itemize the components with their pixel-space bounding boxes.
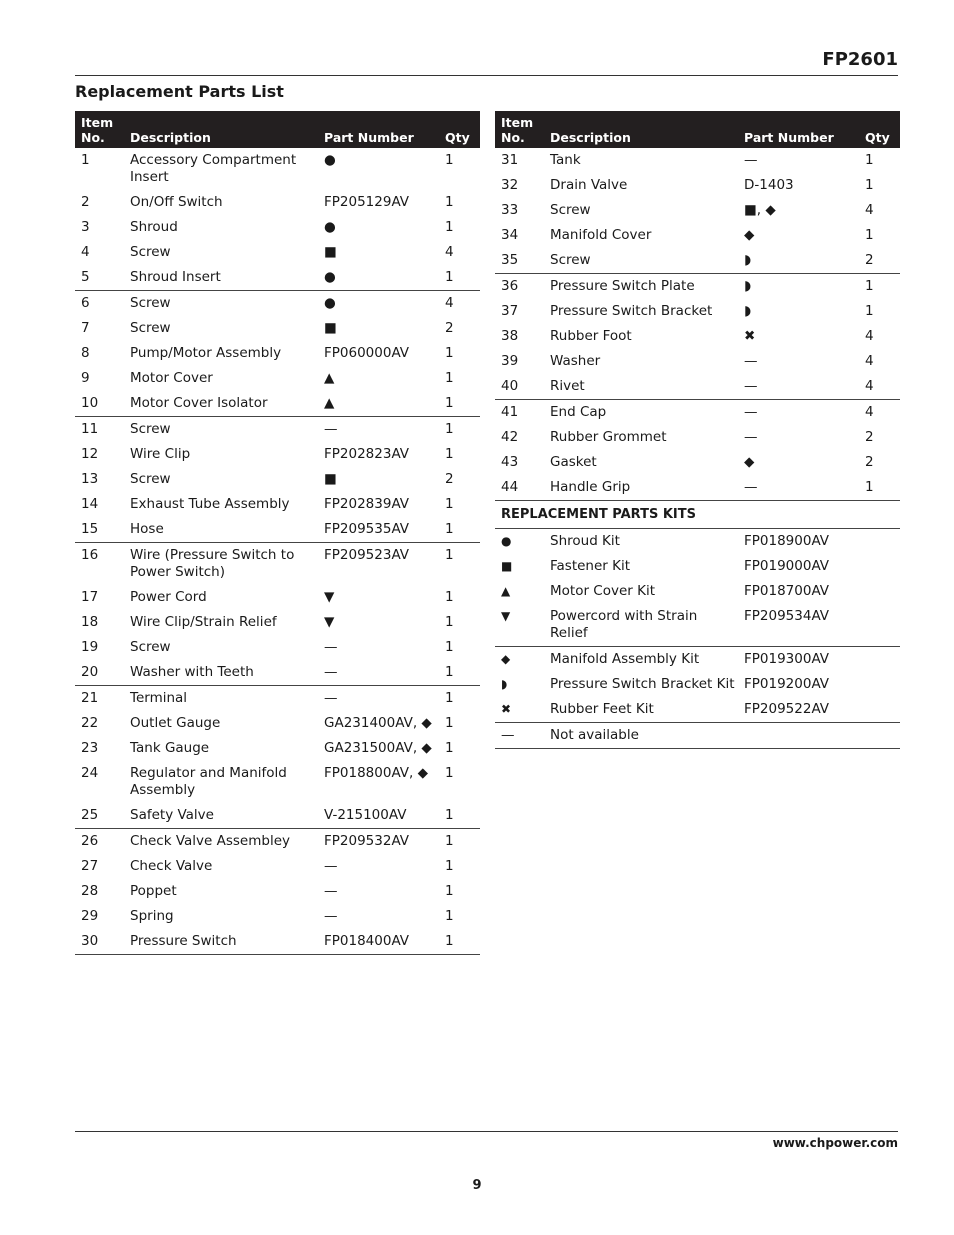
item-number: 4: [81, 244, 90, 260]
table-row: [75, 585, 480, 610]
item-description: Screw: [130, 639, 171, 655]
item-number: 33: [501, 202, 519, 218]
item-number: 12: [81, 446, 99, 462]
header-description: Description: [124, 111, 318, 148]
table-row: [495, 349, 900, 374]
part-number: —: [324, 858, 338, 874]
kit-part-number: FP018700AV: [744, 583, 830, 599]
kit-part-number: FP019200AV: [744, 676, 830, 692]
kit-row: [495, 647, 900, 673]
item-quantity: 1: [445, 614, 454, 630]
part-number: —: [738, 400, 859, 426]
table-row: [75, 492, 480, 517]
kit-quantity: [859, 579, 900, 604]
item-description: Terminal: [124, 686, 318, 712]
item-quantity: 1: [865, 303, 874, 319]
item-quantity: 2: [445, 320, 454, 336]
item-quantity: 4: [865, 328, 874, 344]
header-item-no: Item No.: [495, 111, 544, 148]
kit-quantity: [859, 554, 900, 579]
kits-title: REPLACEMENT PARTS KITS: [495, 501, 900, 529]
part-number: —: [744, 152, 758, 168]
parts-table-left: [75, 111, 480, 955]
item-number: 40: [501, 378, 519, 394]
part-number: ▲: [324, 395, 335, 411]
item-number: 31: [501, 152, 519, 168]
item-number: 22: [81, 715, 99, 731]
table-row: [495, 248, 900, 274]
item-number: 42: [501, 429, 519, 445]
part-number: FP209523AV: [318, 543, 439, 586]
table-row: [495, 324, 900, 349]
website-url: www.chpower.com: [772, 1136, 898, 1150]
table-row: [495, 299, 900, 324]
top-divider: [75, 75, 898, 76]
item-description: Pressure Switch: [124, 929, 318, 955]
part-number: FP209532AV: [318, 829, 439, 855]
item-description: Screw: [130, 244, 171, 260]
part-number: —: [324, 883, 338, 899]
kit-description: Powercord with Strain Relief: [550, 608, 698, 641]
parts-table-right: [495, 111, 900, 749]
item-quantity: 1: [445, 740, 454, 756]
item-number: 15: [81, 521, 99, 537]
item-number: 21: [75, 686, 124, 712]
table-row: [495, 374, 900, 400]
table-row: [75, 148, 480, 190]
dash-icon: —: [495, 723, 544, 749]
table-row: [75, 711, 480, 736]
table-row: [75, 341, 480, 366]
item-quantity: 1: [445, 858, 454, 874]
item-number: 13: [81, 471, 99, 487]
item-quantity: 1: [445, 345, 454, 361]
item-number: 29: [81, 908, 99, 924]
item-quantity: 1: [859, 274, 900, 300]
item-number: 38: [501, 328, 519, 344]
item-number: 2: [81, 194, 90, 210]
page-number: 9: [472, 1178, 482, 1193]
kit-symbol-icon: ✖: [501, 702, 512, 716]
item-quantity: 1: [445, 269, 454, 285]
part-number: ●: [318, 291, 439, 317]
part-number: V-215100AV: [324, 807, 407, 823]
item-number: 27: [81, 858, 99, 874]
kit-description: Fastener Kit: [550, 558, 631, 574]
item-quantity: 2: [865, 429, 874, 445]
table-row: [75, 929, 480, 955]
kit-row: [495, 554, 900, 579]
kit-symbol-icon: ◆: [495, 647, 544, 673]
part-number: ◆: [744, 227, 755, 243]
part-number: —: [744, 378, 758, 394]
item-description: Tank: [550, 152, 581, 168]
kit-symbol-icon: ●: [501, 534, 512, 548]
item-quantity: 1: [439, 686, 480, 712]
kit-description: Pressure Switch Bracket Kit: [550, 676, 735, 692]
part-number: FP060000AV: [324, 345, 410, 361]
kit-quantity: [859, 672, 900, 697]
item-quantity: 1: [445, 908, 454, 924]
item-number: 41: [495, 400, 544, 426]
item-quantity: 4: [865, 353, 874, 369]
part-number: —: [324, 664, 338, 680]
item-quantity: 1: [445, 395, 454, 411]
item-number: 9: [81, 370, 90, 386]
item-description: Pressure Switch Bracket: [550, 303, 713, 319]
table-row: [75, 543, 480, 586]
item-number: 20: [81, 664, 99, 680]
item-description: Shroud Insert: [130, 269, 221, 285]
table-row: [495, 425, 900, 450]
part-number: GA231500AV, ◆: [324, 740, 432, 756]
item-number: 1: [81, 152, 90, 168]
item-description: Check Valve Assembley: [124, 829, 318, 855]
part-number: ●: [324, 269, 336, 285]
item-number: 32: [501, 177, 519, 193]
table-row: [75, 316, 480, 341]
table-row: [75, 240, 480, 265]
table-row: [495, 400, 900, 426]
item-quantity: 1: [445, 883, 454, 899]
part-number: —: [324, 908, 338, 924]
item-quantity: 4: [439, 291, 480, 317]
item-description: Spring: [130, 908, 174, 924]
kit-quantity: [859, 604, 900, 647]
table-row: [495, 173, 900, 198]
item-number: 43: [501, 454, 519, 470]
bottom-divider: [75, 1131, 898, 1132]
item-description: Check Valve: [130, 858, 213, 874]
kit-row: [495, 529, 900, 555]
part-number: —: [744, 429, 758, 445]
item-quantity: 1: [445, 194, 454, 210]
kit-description: Shroud Kit: [550, 533, 620, 549]
item-quantity: 1: [445, 765, 454, 781]
item-description: Handle Grip: [550, 479, 631, 495]
item-description: Screw: [550, 252, 591, 268]
page-title: Replacement Parts List: [75, 82, 284, 101]
kit-symbol-icon: ▼: [501, 609, 511, 623]
part-number: —: [318, 417, 439, 443]
part-number: FP018400AV: [318, 929, 439, 955]
table-row: [75, 610, 480, 635]
not-available-label: Not available: [544, 723, 900, 749]
item-quantity: 1: [865, 479, 874, 495]
table-row: [75, 265, 480, 291]
kit-symbol-icon: ■: [501, 559, 513, 573]
part-number: ■: [324, 320, 337, 336]
item-quantity: 1: [865, 227, 874, 243]
table-row: [495, 148, 900, 173]
kit-quantity: [859, 697, 900, 723]
table-row: [75, 660, 480, 686]
part-number: —: [744, 353, 758, 369]
table-row: [75, 215, 480, 240]
item-description: On/Off Switch: [130, 194, 223, 210]
part-number: ▼: [324, 589, 335, 605]
table-row: [75, 736, 480, 761]
part-number: FP018800AV, ◆: [324, 765, 429, 781]
part-number: —: [744, 479, 758, 495]
item-quantity: 1: [439, 417, 480, 443]
kit-symbol-icon: ▲: [501, 584, 511, 598]
item-number: 7: [81, 320, 90, 336]
item-quantity: 4: [865, 378, 874, 394]
item-number: 11: [75, 417, 124, 443]
part-number: ●: [324, 152, 336, 168]
part-number: ▼: [324, 614, 335, 630]
part-number: FP202823AV: [324, 446, 410, 462]
item-description: Screw: [550, 202, 591, 218]
item-description: Poppet: [130, 883, 177, 899]
item-description: Drain Valve: [550, 177, 628, 193]
item-quantity: 1: [865, 177, 874, 193]
kit-part-number: FP209534AV: [744, 608, 830, 624]
table-row: [495, 274, 900, 300]
part-number: FP209535AV: [324, 521, 410, 537]
table-header-row: [75, 111, 480, 148]
table-row: [75, 829, 480, 855]
part-number: FP202839AV: [324, 496, 410, 512]
item-number: 23: [81, 740, 99, 756]
item-description: Screw: [124, 291, 318, 317]
table-row: [75, 190, 480, 215]
item-description: Regulator and Manifold Assembly: [130, 765, 287, 798]
item-quantity: 1: [865, 152, 874, 168]
header-item-no: Item No.: [75, 111, 124, 148]
item-quantity: 1: [445, 664, 454, 680]
item-quantity: 1: [445, 446, 454, 462]
header-description: Description: [544, 111, 738, 148]
item-number: 35: [501, 252, 519, 268]
item-number: 5: [81, 269, 90, 285]
legend-not-available-row: [495, 723, 900, 749]
part-number: ■, ◆: [744, 202, 776, 218]
kit-row: [495, 672, 900, 697]
item-number: 3: [81, 219, 90, 235]
part-number: D-1403: [744, 177, 794, 193]
item-quantity: 1: [439, 829, 480, 855]
item-description: Tank Gauge: [130, 740, 210, 756]
item-quantity: 1: [445, 521, 454, 537]
item-number: 10: [81, 395, 99, 411]
kit-part-number: FP019000AV: [744, 558, 830, 574]
part-number: —: [318, 686, 439, 712]
item-description: Screw: [130, 320, 171, 336]
item-quantity: 1: [439, 929, 480, 955]
item-quantity: 1: [445, 370, 454, 386]
item-quantity: 1: [445, 496, 454, 512]
item-number: 30: [75, 929, 124, 955]
item-description: Wire Clip/Strain Relief: [130, 614, 277, 630]
item-number: 14: [81, 496, 99, 512]
item-description: Safety Valve: [130, 807, 214, 823]
table-row: [75, 442, 480, 467]
table-row: [75, 904, 480, 929]
kit-description: Manifold Assembly Kit: [544, 647, 738, 673]
item-quantity: 1: [439, 543, 480, 586]
item-quantity: 1: [445, 589, 454, 605]
part-number: ✖: [744, 328, 756, 344]
item-description: Shroud: [130, 219, 178, 235]
item-description: Manifold Cover: [550, 227, 652, 243]
part-number: ◗: [738, 274, 859, 300]
item-quantity: 1: [445, 152, 454, 168]
item-number: 18: [81, 614, 99, 630]
item-description: Screw: [130, 471, 171, 487]
part-number: ◗: [744, 303, 752, 319]
item-quantity: 1: [445, 639, 454, 655]
table-row: [75, 391, 480, 417]
item-description: Accessory Compartment Insert: [130, 152, 297, 185]
part-number: ■: [324, 244, 337, 260]
kits-section-header: [495, 501, 900, 529]
item-quantity: 2: [865, 252, 874, 268]
item-description: Gasket: [550, 454, 597, 470]
table-row: [75, 803, 480, 829]
item-description: Hose: [130, 521, 164, 537]
header-qty: Qty: [859, 111, 900, 148]
kit-part-number: FP018900AV: [744, 533, 830, 549]
part-number: ▲: [324, 370, 335, 386]
table-row: [75, 417, 480, 443]
part-number: ■: [324, 471, 337, 487]
table-row: [75, 517, 480, 543]
item-description: Motor Cover Isolator: [130, 395, 268, 411]
kit-row: [495, 579, 900, 604]
kit-row: [495, 697, 900, 723]
item-description: Pump/Motor Assembly: [130, 345, 282, 361]
item-number: 44: [501, 479, 519, 495]
item-quantity: 1: [445, 715, 454, 731]
kit-row: [495, 604, 900, 647]
kit-symbol-icon: ◗: [501, 677, 508, 691]
part-number: ●: [324, 219, 336, 235]
item-number: 37: [501, 303, 519, 319]
item-number: 6: [75, 291, 124, 317]
item-quantity: 2: [865, 454, 874, 470]
item-description: Pressure Switch Plate: [544, 274, 738, 300]
item-number: 24: [81, 765, 99, 781]
item-quantity: 4: [445, 244, 454, 260]
table-row: [75, 686, 480, 712]
item-quantity: 4: [859, 400, 900, 426]
header-part-number: Part Number: [318, 111, 439, 148]
item-number: 25: [81, 807, 99, 823]
table-header-row: [495, 111, 900, 148]
item-number: 16: [75, 543, 124, 586]
item-number: 34: [501, 227, 519, 243]
item-description: Motor Cover: [130, 370, 213, 386]
item-description: Washer: [550, 353, 601, 369]
table-row: [75, 467, 480, 492]
kit-description: Rubber Feet Kit: [550, 701, 654, 717]
item-description: End Cap: [544, 400, 738, 426]
item-description: Exhaust Tube Assembly: [130, 496, 290, 512]
part-number: —: [324, 639, 338, 655]
part-number: FP205129AV: [324, 194, 410, 210]
item-quantity: 2: [445, 471, 454, 487]
item-number: 39: [501, 353, 519, 369]
item-description: Power Cord: [130, 589, 207, 605]
table-row: [75, 879, 480, 904]
item-number: 19: [81, 639, 99, 655]
table-row: [75, 635, 480, 660]
header-part-number: Part Number: [738, 111, 859, 148]
item-description: Screw: [124, 417, 318, 443]
item-description: Wire (Pressure Switch to Power Switch): [124, 543, 318, 586]
kit-part-number: FP019300AV: [738, 647, 859, 673]
item-description: Rubber Grommet: [550, 429, 667, 445]
table-row: [75, 854, 480, 879]
table-row: [495, 198, 900, 223]
item-description: Washer with Teeth: [130, 664, 254, 680]
item-quantity: 4: [865, 202, 874, 218]
part-number: ◆: [744, 454, 755, 470]
item-description: Outlet Gauge: [130, 715, 221, 731]
item-description: Wire Clip: [130, 446, 191, 462]
item-number: 36: [495, 274, 544, 300]
item-number: 17: [81, 589, 99, 605]
kit-quantity: [859, 647, 900, 673]
table-row: [495, 223, 900, 248]
item-quantity: 1: [445, 219, 454, 235]
table-row: [75, 291, 480, 317]
kit-part-number: FP209522AV: [744, 701, 830, 717]
item-number: 26: [75, 829, 124, 855]
kit-quantity: [859, 529, 900, 555]
item-description: Rivet: [550, 378, 585, 394]
part-number: ◗: [744, 252, 752, 268]
item-description: Rubber Foot: [550, 328, 632, 344]
table-row: [75, 761, 480, 803]
item-number: 28: [81, 883, 99, 899]
item-quantity: 1: [445, 807, 454, 823]
header-qty: Qty: [439, 111, 480, 148]
item-number: 8: [81, 345, 90, 361]
model-number: FP2601: [822, 49, 898, 70]
table-row: [75, 366, 480, 391]
table-row: [495, 475, 900, 501]
part-number: GA231400AV, ◆: [324, 715, 432, 731]
table-row: [495, 450, 900, 475]
kit-description: Motor Cover Kit: [550, 583, 656, 599]
